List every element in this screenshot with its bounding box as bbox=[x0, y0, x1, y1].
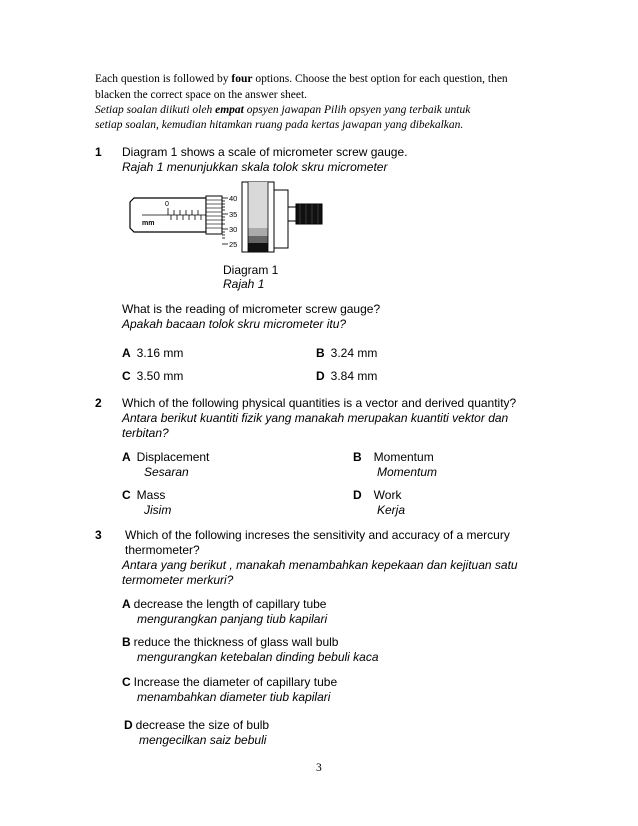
question-2-text-ms-line2: terbitan? bbox=[122, 426, 169, 440]
thimble-mark-25: 25 bbox=[229, 240, 238, 249]
q2-option-c[interactable]: C Mass Jisim bbox=[122, 488, 172, 517]
question-number-1: 1 bbox=[95, 145, 102, 159]
thimble-mark-30: 30 bbox=[229, 225, 238, 234]
question-number-3: 3 bbox=[95, 528, 102, 542]
question-2-text-en: Which of the following physical quantities is a vector and derived quantity? bbox=[122, 396, 517, 410]
diagram-caption-en: Diagram 1 bbox=[223, 263, 279, 277]
question-1-ask-en: What is the reading of micrometer screw gauge? bbox=[122, 302, 381, 316]
instructions-ms-line2: setiap soalan, kemudian hitamkan ruang pada kertas jawapan yang dibekalkan. bbox=[95, 119, 464, 131]
question-1-ask-ms: Apakah bacaan tolok skru micrometer itu? bbox=[122, 317, 347, 331]
thimble-mark-40: 40 bbox=[229, 194, 238, 203]
q1-option-b[interactable]: B 3.24 mm bbox=[316, 346, 378, 360]
q3-option-a[interactable]: A decrease the length of capillary tube mengurangkan panjang tiub kapilari bbox=[122, 597, 328, 626]
q1-option-c[interactable]: C 3.50 mm bbox=[122, 369, 184, 383]
question-2-text-ms-line1: Antara berikut kuantiti fizik yang manakah merupakan kuantiti vektor dan bbox=[122, 411, 509, 425]
q1-option-d[interactable]: D 3.84 mm bbox=[316, 369, 378, 383]
diagram-caption-ms: Rajah 1 bbox=[223, 277, 265, 291]
unit-label: mm bbox=[142, 220, 155, 227]
main-scale-zero: 0 bbox=[165, 201, 169, 208]
micrometer-diagram bbox=[128, 180, 328, 255]
question-1-text-en: Diagram 1 shows a scale of micrometer screw gauge. bbox=[122, 145, 408, 159]
instructions-en-line1: Each question is followed by four options. Choose the best option for each question, then bbox=[95, 73, 508, 85]
question-number-2: 2 bbox=[95, 396, 102, 410]
question-3-text-en-line2: thermometer? bbox=[125, 543, 200, 557]
question-3-text-en-line1: Which of the following increses the sensitivity and accuracy of a mercury bbox=[125, 528, 510, 542]
question-3-text-ms-line2: termometer merkuri? bbox=[122, 573, 234, 587]
q2-option-d[interactable]: D Work Kerja bbox=[353, 488, 406, 517]
question-1-text-ms: Rajah 1 menunjukkan skala tolok skru micrometer bbox=[122, 160, 388, 174]
page-number: 3 bbox=[316, 762, 322, 774]
thimble-ticks bbox=[222, 198, 228, 244]
instructions-en-line2: blacken the correct space on the answer sheet. bbox=[95, 89, 308, 101]
q2-option-b[interactable]: B Momentum Momentum bbox=[353, 450, 438, 479]
q1-option-a[interactable]: A 3.16 mm bbox=[122, 346, 184, 360]
question-3-text-ms-line1: Antara yang berikut , manakah menambahkan kepekaan dan kejituan satu bbox=[122, 558, 518, 572]
instructions-ms-line1: Setiap soalan diikuti oleh empat opsyen jawapan Pilih opsyen yang terbaik untuk bbox=[95, 104, 471, 116]
thimble-mark-35: 35 bbox=[229, 210, 238, 219]
q3-option-c[interactable]: C Increase the diameter of capillary tube menambahkan diameter tiub kapilari bbox=[122, 675, 338, 704]
q2-option-a[interactable]: A Displacement Sesaran bbox=[122, 450, 210, 479]
q3-option-b[interactable]: B reduce the thickness of glass wall bulb mengurangkan ketebalan dinding bebuli kaca bbox=[122, 635, 379, 664]
q3-option-d[interactable]: D decrease the size of bulb mengecilkan saiz bebuli bbox=[124, 718, 270, 747]
